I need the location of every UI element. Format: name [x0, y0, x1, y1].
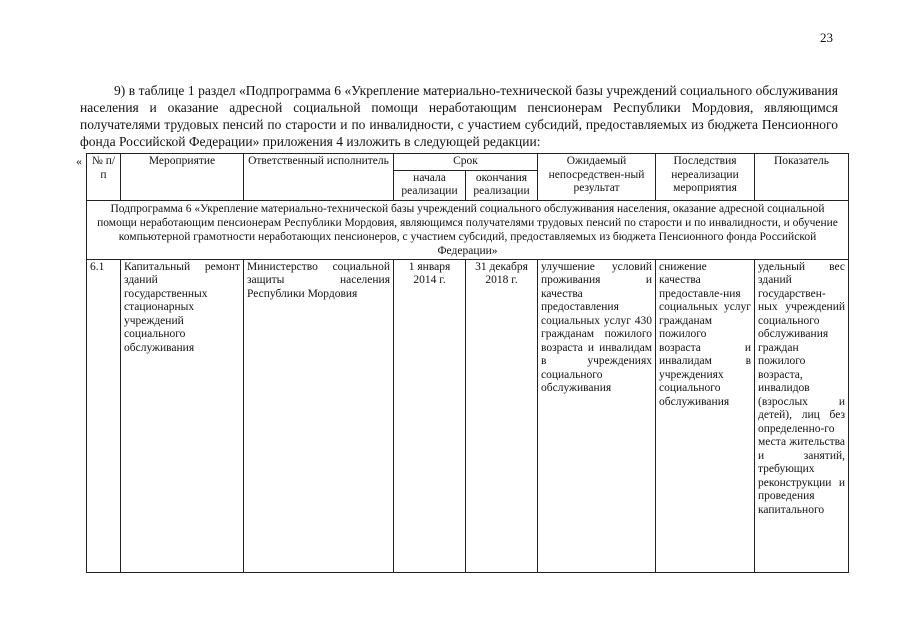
row-expected-result: улучшение условий проживания и качества предоставления социальных услуг 430 гражданам пожилого возраста и инвалидам в учреждениях социального обслуживания	[538, 259, 656, 572]
table-header-row	[87, 154, 849, 171]
row-number: 6.1	[87, 259, 121, 572]
row-start-date: 1 января 2014 г.	[394, 259, 466, 572]
subprogram-title-row	[87, 200, 849, 259]
header-term: Срок	[394, 154, 538, 171]
header-indicator: Показатель	[755, 154, 849, 201]
amendment-intro-paragraph: 9) в таблице 1 раздел «Подпрограмма 6 «Укрепление материально-технической базы учреждений социального обслуживания населения и оказание адресной социальной помощи неработающим пенсионерам Республики Мордовия, являющимся получателями трудовых пенсий по старости и по инвалидности, с участием субсидий, предоставляемых из бюджета Пенсионного фонда Российской Федерации» приложения 4 изложить в следующей редакции:	[80, 82, 838, 149]
header-expected-result: Ожидаемый непосредствен-ный результат	[538, 154, 656, 201]
subprogram-title: Подпрограмма 6 «Укрепление материально-технической базы учреждений социального обслуживания населения, оказание адресной социальной помощи неработающим пенсионерам Республики Мордовия, являющимся получателями трудовых пенсий по старости и по инвалидности, и обучение компьютерной грамотности неработающих пенсионеров, с участием субсидий, предоставляемых из бюджета Пенсионного фонда Российской Федерации»	[87, 200, 849, 259]
row-end-date: 31 декабря 2018 г.	[466, 259, 538, 572]
page-number: 23	[820, 30, 833, 45]
row-consequences: снижение качества предоставле-ния социальных услуг гражданам пожилого возраста и инвалидам в учреждениях социального обслуживания	[656, 259, 755, 572]
header-number: № п/п	[87, 154, 121, 201]
header-term-end: окончания реализации	[466, 170, 538, 200]
header-consequences: Последствия нереализации мероприятия	[656, 154, 755, 201]
table-row	[87, 259, 849, 572]
row-indicator: удельный вес зданий государствен-ных учреждений социального обслуживания граждан пожилого возраста, инвалидов (взрослых и детей), лиц без определенно-го места жительства и занятий, требующих реконструкции и проведения капитального	[755, 259, 849, 572]
row-executor: Министерство социальной защиты населения Республики Мордовия	[244, 259, 394, 572]
row-event: Капитальный ремонт зданий государственных стационарных учреждений социального обслуживания	[121, 259, 244, 572]
header-executor: Ответственный исполнитель	[244, 154, 394, 201]
opening-quote-mark: «	[76, 154, 82, 168]
header-term-start: начала реализации	[394, 170, 466, 200]
header-event: Мероприятие	[121, 154, 244, 201]
subprogram-table	[86, 153, 849, 573]
